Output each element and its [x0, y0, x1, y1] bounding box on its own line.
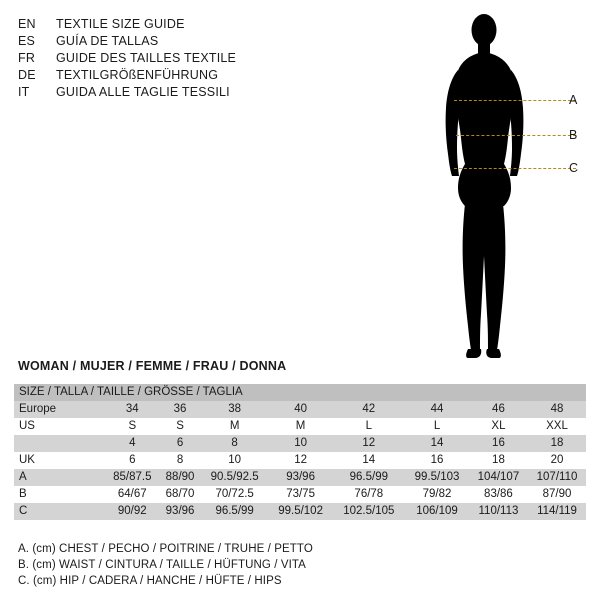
cell: 73/75 — [269, 486, 333, 503]
language-text-fr: GUIDE DES TAILLES TEXTILE — [56, 51, 237, 65]
cell: 76/78 — [332, 486, 405, 503]
language-code-de: DE — [18, 68, 36, 82]
cell: 96.5/99 — [201, 503, 269, 520]
cell: S — [105, 418, 160, 435]
cell: 90.5/92.5 — [201, 469, 269, 486]
female-silhouette-icon — [430, 8, 590, 368]
table-row — [14, 435, 586, 452]
cell: 87/90 — [528, 486, 586, 503]
legend-line-b: B. (cm) WAIST / CINTURA / TAILLE / HÜFTUNG / VITA — [18, 559, 306, 571]
cell: 83/86 — [469, 486, 528, 503]
cell: 40 — [269, 401, 333, 418]
row-label-b: B — [14, 486, 105, 503]
cell: L — [405, 418, 469, 435]
row-label-us: US — [14, 418, 105, 435]
table-header-row — [14, 384, 586, 401]
cell: 10 — [201, 452, 269, 469]
cell: 46 — [469, 401, 528, 418]
row-label-europe: Europe — [14, 401, 105, 418]
cell: 38 — [201, 401, 269, 418]
cell: 99.5/103 — [405, 469, 469, 486]
cell: 12 — [269, 452, 333, 469]
language-row-en — [18, 16, 288, 33]
section-caption-woman: WOMAN / MUJER / FEMME / FRAU / DONNA — [18, 359, 287, 373]
cell: 79/82 — [405, 486, 469, 503]
cell: 14 — [332, 452, 405, 469]
cell: 16 — [405, 452, 469, 469]
cell: 18 — [528, 435, 586, 452]
language-code-it: IT — [18, 85, 30, 99]
language-text-en: TEXTILE SIZE GUIDE — [56, 17, 185, 31]
cell: 34 — [105, 401, 160, 418]
cell: 12 — [332, 435, 405, 452]
cell: 110/113 — [469, 503, 528, 520]
cell: 85/87.5 — [105, 469, 160, 486]
cell: 14 — [405, 435, 469, 452]
cell: 8 — [201, 435, 269, 452]
language-text-it: GUIDA ALLE TAGLIE TESSILI — [56, 85, 230, 99]
female-body-figure — [430, 8, 590, 368]
cell: 90/92 — [105, 503, 160, 520]
language-text-es: GUÍA DE TALLAS — [56, 34, 159, 48]
cell: 99.5/102 — [269, 503, 333, 520]
cell: M — [201, 418, 269, 435]
cell: 64/67 — [105, 486, 160, 503]
table-row — [14, 401, 586, 418]
cell: 104/107 — [469, 469, 528, 486]
cell: XL — [469, 418, 528, 435]
cell: L — [332, 418, 405, 435]
cell: 88/90 — [160, 469, 201, 486]
size-table — [14, 384, 586, 520]
row-label-a: A — [14, 469, 105, 486]
cell: 107/110 — [528, 469, 586, 486]
cell: M — [269, 418, 333, 435]
cell: 18 — [469, 452, 528, 469]
measure-line-b — [456, 135, 576, 136]
table-row — [14, 469, 586, 486]
table-row — [14, 503, 586, 520]
language-code-es: ES — [18, 34, 36, 48]
cell: 42 — [332, 401, 405, 418]
table-row — [14, 486, 586, 503]
language-code-en: EN — [18, 17, 36, 31]
measure-line-c — [454, 168, 576, 169]
measure-label-b: B — [569, 128, 578, 142]
cell: 114/119 — [528, 503, 586, 520]
cell: 36 — [160, 401, 201, 418]
table-row — [14, 418, 586, 435]
cell: S — [160, 418, 201, 435]
cell: 44 — [405, 401, 469, 418]
cell: 106/109 — [405, 503, 469, 520]
row-label-us-numeric — [14, 435, 105, 452]
cell: 96.5/99 — [332, 469, 405, 486]
row-label-c: C — [14, 503, 105, 520]
cell: 48 — [528, 401, 586, 418]
language-code-fr: FR — [18, 51, 36, 65]
cell: 20 — [528, 452, 586, 469]
language-row-it — [18, 84, 288, 101]
cell: 70/72.5 — [201, 486, 269, 503]
cell: 93/96 — [269, 469, 333, 486]
measurement-legend — [18, 541, 313, 589]
cell: 6 — [105, 452, 160, 469]
language-title-block — [18, 16, 288, 101]
measure-label-a: A — [569, 93, 578, 107]
cell: XXL — [528, 418, 586, 435]
cell: 102.5/105 — [332, 503, 405, 520]
cell: 68/70 — [160, 486, 201, 503]
cell: 6 — [160, 435, 201, 452]
table-row — [14, 452, 586, 469]
cell: 93/96 — [160, 503, 201, 520]
legend-line-c: C. (cm) HIP / CADERA / HANCHE / HÜFTE / HIPS — [18, 575, 282, 587]
measure-label-c: C — [569, 161, 579, 175]
row-label-uk: UK — [14, 452, 105, 469]
table-header-label: SIZE / TALLA / TAILLE / GRÖSSE / TAGLIA — [14, 384, 586, 401]
language-row-de — [18, 67, 288, 84]
measure-line-a — [454, 100, 576, 101]
language-row-fr — [18, 50, 288, 67]
cell: 16 — [469, 435, 528, 452]
language-text-de: TEXTILGRÖßENFÜHRUNG — [56, 68, 219, 82]
cell: 8 — [160, 452, 201, 469]
legend-line-a: A. (cm) CHEST / PECHO / POITRINE / TRUHE / PETTO — [18, 543, 313, 555]
language-row-es — [18, 33, 288, 50]
cell: 10 — [269, 435, 333, 452]
cell: 4 — [105, 435, 160, 452]
